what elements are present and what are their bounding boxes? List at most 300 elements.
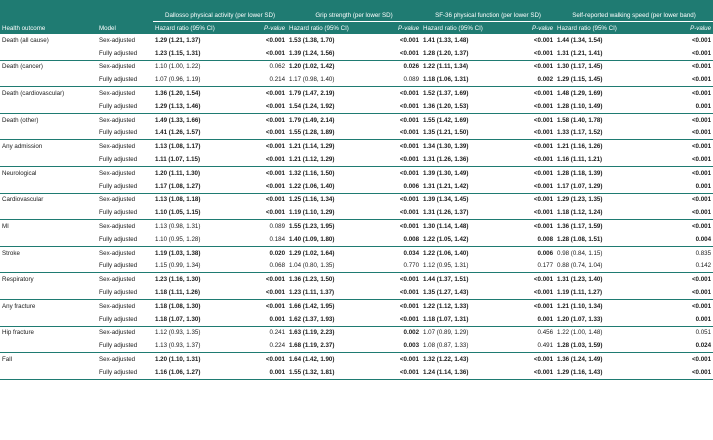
hazard-ratio-cell: 1.10 (0.95, 1.28) <box>153 233 257 246</box>
health-outcome-cell <box>0 100 97 113</box>
table-row <box>0 233 713 246</box>
table-row <box>0 366 713 379</box>
hazard-ratio-cell: 1.21 (1.14, 1.29) <box>289 143 335 151</box>
p-value-cell: 0.034 <box>403 249 420 257</box>
hazard-ratio-cell: 1.21 (1.16, 1.26) <box>557 143 603 151</box>
hazard-ratio-cell: 1.18 (1.06, 1.31) <box>421 73 525 86</box>
group-header-walking-speed: Self-reported walking speed (per lower band) <box>555 0 713 22</box>
hazard-ratio-cell: 1.41 (1.26, 1.57) <box>153 127 257 140</box>
model-cell: Sex-adjusted <box>99 36 136 44</box>
hazard-ratio-cell: 1.29 (1.15, 1.45) <box>555 73 681 86</box>
table-row <box>0 87 713 100</box>
table-row <box>0 246 713 259</box>
hazard-ratio-cell: 1.28 (1.08, 1.51) <box>555 233 681 246</box>
p-value-cell: 0.020 <box>269 249 286 257</box>
hr-header: Hazard ratio (95% CI) <box>555 22 681 35</box>
p-value-cell: <0.001 <box>691 63 712 71</box>
hazard-ratio-cell: 1.79 (1.47, 2.19) <box>289 90 335 98</box>
p-value-cell: 0.142 <box>681 260 713 273</box>
hazard-ratio-cell: 1.12 (0.95, 1.31) <box>421 260 525 273</box>
group-header-physical-activity: Dallosso physical activity (per lower SD) <box>153 0 287 22</box>
p-value-cell: 0.089 <box>391 73 421 86</box>
p-value-cell: <0.001 <box>265 90 286 98</box>
hazard-ratio-cell: 1.29 (1.02, 1.64) <box>289 249 335 257</box>
health-outcome-cell: Death (other) <box>2 116 39 124</box>
hazard-ratio-cell: 1.23 (1.11, 1.37) <box>287 286 391 299</box>
table-row <box>0 193 713 206</box>
hazard-ratio-cell: 1.36 (1.20, 1.53) <box>421 100 525 113</box>
health-outcome-cell: Death (cardiovascular) <box>2 90 65 98</box>
table-row <box>0 339 713 352</box>
hazard-ratio-cell: 1.36 (1.23, 1.50) <box>289 276 335 284</box>
table-row <box>0 220 713 233</box>
hazard-ratio-cell: 1.16 (1.06, 1.27) <box>153 366 257 379</box>
model-cell: Sex-adjusted <box>99 276 136 284</box>
hazard-ratio-cell: 1.21 (1.12, 1.29) <box>287 153 391 166</box>
hazard-ratio-cell: 1.20 (1.11, 1.30) <box>155 169 201 177</box>
table-row <box>0 73 713 86</box>
hazard-ratio-cell: 1.79 (1.49, 2.14) <box>289 116 335 124</box>
hazard-ratio-cell: 1.29 (1.16, 1.43) <box>555 366 681 379</box>
hazard-ratio-cell: 1.04 (0.80, 1.35) <box>287 260 391 273</box>
p-value-cell: <0.001 <box>391 313 421 326</box>
model-cell: Sex-adjusted <box>99 329 136 337</box>
p-value-cell: <0.001 <box>265 276 286 284</box>
hazard-ratio-cell: 1.17 (1.08, 1.27) <box>153 180 257 193</box>
hazard-ratio-cell: 1.39 (1.34, 1.45) <box>423 196 469 204</box>
hazard-ratio-cell: 1.19 (1.11, 1.27) <box>555 286 681 299</box>
p-value-cell: <0.001 <box>257 206 287 219</box>
p-value-cell: 0.001 <box>257 366 287 379</box>
health-outcome-cell: MI <box>2 223 9 231</box>
hazard-ratio-cell: 1.22 (1.12, 1.33) <box>423 302 469 310</box>
hazard-ratio-cell: 0.98 (0.84, 1.15) <box>557 249 603 257</box>
hazard-ratio-cell: 1.13 (1.08, 1.17) <box>155 143 201 151</box>
p-value-cell: <0.001 <box>691 276 712 284</box>
p-value-cell: <0.001 <box>391 286 421 299</box>
hazard-ratio-cell: 1.54 (1.24, 1.92) <box>287 100 391 113</box>
p-value-cell: <0.001 <box>399 302 420 310</box>
hazard-ratio-cell: 1.41 (1.33, 1.48) <box>423 36 469 44</box>
p-value-cell: 0.008 <box>525 233 555 246</box>
p-value-cell: <0.001 <box>265 143 286 151</box>
p-value-cell: 0.241 <box>269 329 286 337</box>
hazard-ratio-cell: 1.32 (1.16, 1.50) <box>289 169 335 177</box>
p-value-cell: <0.001 <box>691 90 712 98</box>
p-value-cell: <0.001 <box>533 196 554 204</box>
hazard-ratio-cell: 1.44 (1.37, 1.51) <box>423 276 469 284</box>
hazard-ratio-cell: 1.07 (0.96, 1.19) <box>153 73 257 86</box>
hazard-ratio-cell: 1.22 (1.06, 1.40) <box>423 249 469 257</box>
table-row <box>0 286 713 299</box>
p-value-cell: <0.001 <box>525 127 555 140</box>
p-value-cell: <0.001 <box>533 63 554 71</box>
hazard-ratio-cell: 1.12 (0.93, 1.35) <box>155 329 201 337</box>
p-value-cell: <0.001 <box>399 169 420 177</box>
table-row <box>0 60 713 73</box>
p-value-cell: <0.001 <box>525 100 555 113</box>
model-cell: Sex-adjusted <box>99 196 136 204</box>
p-value-cell: 0.024 <box>681 339 713 352</box>
health-outcome-cell: Death (all cause) <box>2 36 49 44</box>
p-value-cell: 0.089 <box>269 223 286 231</box>
p-value-cell: <0.001 <box>399 116 420 124</box>
model-cell: Fully adjusted <box>97 100 153 113</box>
hazard-ratio-cell: 1.18 (1.07, 1.31) <box>421 313 525 326</box>
hazard-ratio-cell: 1.20 (1.10, 1.31) <box>155 356 201 364</box>
hazard-ratio-cell: 1.18 (1.07, 1.30) <box>153 313 257 326</box>
p-value-cell: <0.001 <box>691 116 712 124</box>
hazard-ratio-cell: 1.19 (1.10, 1.29) <box>287 206 391 219</box>
hazard-ratio-cell: 1.29 (1.23, 1.35) <box>557 196 603 204</box>
table-row <box>0 100 713 113</box>
hazard-ratio-cell: 1.29 (1.21, 1.37) <box>155 36 201 44</box>
health-outcome-cell: Any admission <box>2 143 43 151</box>
table-row <box>0 326 713 339</box>
model-cell: Fully adjusted <box>97 206 153 219</box>
p-value-cell: <0.001 <box>533 302 554 310</box>
health-outcome-cell <box>0 233 97 246</box>
health-outcome-cell <box>0 153 97 166</box>
hazard-ratio-cell: 1.13 (0.93, 1.37) <box>153 339 257 352</box>
p-value-cell: <0.001 <box>691 169 712 177</box>
health-outcome-cell: Death (cancer) <box>2 63 43 71</box>
table-row <box>0 313 713 326</box>
model-cell: Fully adjusted <box>97 127 153 140</box>
hazard-ratio-cell: 1.66 (1.42, 1.95) <box>289 302 335 310</box>
table-row <box>0 180 713 193</box>
p-value-cell: <0.001 <box>525 366 555 379</box>
p-value-cell: 0.002 <box>403 329 420 337</box>
hazard-ratio-cell: 1.68 (1.19, 2.37) <box>287 339 391 352</box>
hazard-ratio-cell: 1.31 (1.26, 1.36) <box>421 153 525 166</box>
model-cell: Fully adjusted <box>97 286 153 299</box>
health-outcome-cell: Any fracture <box>2 302 36 310</box>
hazard-ratio-cell: 1.25 (1.16, 1.34) <box>289 196 335 204</box>
p-value-cell: 0.003 <box>391 339 421 352</box>
health-outcome-cell <box>0 260 97 273</box>
table-row <box>0 260 713 273</box>
p-value-cell: <0.001 <box>265 356 286 364</box>
p-value-cell: 0.051 <box>695 329 712 337</box>
hazard-ratio-cell: 1.49 (1.33, 1.66) <box>155 116 201 124</box>
model-cell: Fully adjusted <box>97 233 153 246</box>
model-cell: Sex-adjusted <box>99 90 136 98</box>
table-row <box>0 153 713 166</box>
p-value-cell: 0.002 <box>525 73 555 86</box>
p-value-cell: 0.835 <box>695 249 712 257</box>
hazard-ratio-cell: 1.40 (1.09, 1.80) <box>287 233 391 246</box>
p-value-cell: <0.001 <box>257 127 287 140</box>
p-value-cell: <0.001 <box>533 90 554 98</box>
p-value-cell: <0.001 <box>399 223 420 231</box>
health-outcome-cell <box>0 339 97 352</box>
p-value-cell: <0.001 <box>391 366 421 379</box>
hazard-ratio-cell: 1.28 (1.20, 1.37) <box>421 47 525 60</box>
p-value-cell: <0.001 <box>257 286 287 299</box>
p-value-cell: <0.001 <box>399 196 420 204</box>
health-outcome-cell <box>0 47 97 60</box>
hazard-ratio-cell: 1.48 (1.29, 1.69) <box>557 90 603 98</box>
health-outcome-cell <box>0 73 97 86</box>
hazard-ratio-cell: 1.36 (1.17, 1.59) <box>557 223 603 231</box>
p-value-cell: <0.001 <box>691 143 712 151</box>
model-cell: Fully adjusted <box>97 73 153 86</box>
hazard-ratio-cell: 1.55 (1.42, 1.69) <box>423 116 469 124</box>
hazard-ratio-cell: 1.63 (1.19, 2.23) <box>289 329 335 337</box>
hazard-ratio-cell: 1.64 (1.42, 1.90) <box>289 356 335 364</box>
model-cell: Fully adjusted <box>97 47 153 60</box>
hazard-ratio-cell: 1.17 (1.07, 1.29) <box>555 180 681 193</box>
group-header-sf36: SF-36 physical function (per lower SD) <box>421 0 555 22</box>
p-value-cell: <0.001 <box>391 100 421 113</box>
health-outcome-cell <box>0 286 97 299</box>
hazard-ratio-cell: 1.23 (1.15, 1.31) <box>153 47 257 60</box>
hazard-ratio-cell: 1.36 (1.24, 1.49) <box>557 356 603 364</box>
hazard-ratio-cell: 1.62 (1.37, 1.93) <box>287 313 391 326</box>
hazard-ratio-cell: 1.15 (0.99, 1.34) <box>153 260 257 273</box>
table-row <box>0 299 713 312</box>
health-outcome-cell <box>0 127 97 140</box>
p-value-cell: 0.004 <box>681 233 713 246</box>
p-value-cell: 0.491 <box>525 339 555 352</box>
hazard-ratio-cell: 1.24 (1.14, 1.36) <box>421 366 525 379</box>
p-value-cell: <0.001 <box>681 286 713 299</box>
hazard-ratio-cell: 1.18 (1.11, 1.26) <box>153 286 257 299</box>
hazard-ratio-cell: 1.53 (1.38, 1.70) <box>289 36 335 44</box>
model-cell: Fully adjusted <box>97 153 153 166</box>
p-value-cell: <0.001 <box>533 276 554 284</box>
hazard-ratio-cell: 1.58 (1.40, 1.78) <box>557 116 603 124</box>
health-outcome-cell: Cardiovascular <box>2 196 44 204</box>
hazard-ratio-cell: 0.88 (0.74, 1.04) <box>555 260 681 273</box>
hazard-ratio-cell: 1.55 (1.32, 1.81) <box>287 366 391 379</box>
table-row <box>0 206 713 219</box>
p-value-cell: <0.001 <box>525 47 555 60</box>
p-value-cell: 0.224 <box>257 339 287 352</box>
p-value-cell: 0.001 <box>681 313 713 326</box>
p-value-cell: <0.001 <box>691 36 712 44</box>
p-value-cell: 0.062 <box>269 63 286 71</box>
table-row <box>0 353 713 366</box>
table-row <box>0 127 713 140</box>
hr-header: Hazard ratio (95% CI) <box>287 22 391 35</box>
model-cell: Fully adjusted <box>97 313 153 326</box>
hazard-ratio-cell: 1.21 (1.10, 1.34) <box>557 302 603 310</box>
p-value-cell: <0.001 <box>391 47 421 60</box>
hazard-ratio-cell: 1.22 (1.06, 1.40) <box>287 180 391 193</box>
p-value-cell: <0.001 <box>681 366 713 379</box>
table-row <box>0 34 713 47</box>
p-value-cell: <0.001 <box>265 36 286 44</box>
p-value-cell: <0.001 <box>533 169 554 177</box>
p-header: P-value <box>391 22 421 35</box>
p-value-cell: 0.001 <box>257 313 287 326</box>
hazard-ratio-cell: 1.35 (1.27, 1.43) <box>421 286 525 299</box>
p-value-cell: <0.001 <box>681 73 713 86</box>
model-cell: Fully adjusted <box>97 260 153 273</box>
health-outcome-cell: Hip fracture <box>2 329 34 337</box>
p-value-cell: <0.001 <box>533 143 554 151</box>
p-value-cell: <0.001 <box>399 90 420 98</box>
hazard-ratio-cell: 1.20 (1.02, 1.42) <box>289 63 335 71</box>
p-header: P-value <box>681 22 713 35</box>
model-cell: Sex-adjusted <box>99 169 136 177</box>
hazard-ratio-cell: 1.29 (1.13, 1.46) <box>153 100 257 113</box>
p-value-cell: <0.001 <box>691 223 712 231</box>
p-value-cell: <0.001 <box>391 127 421 140</box>
table-row <box>0 113 713 126</box>
hazard-ratio-cell: 1.33 (1.17, 1.52) <box>555 127 681 140</box>
p-value-cell: 0.006 <box>537 249 554 257</box>
health-outcome-cell: Respiratory <box>2 276 34 284</box>
hazard-ratio-cell: 1.07 (0.89, 1.29) <box>423 329 469 337</box>
p-value-cell: <0.001 <box>399 276 420 284</box>
p-value-cell: <0.001 <box>681 127 713 140</box>
model-cell: Sex-adjusted <box>99 356 136 364</box>
p-value-cell: <0.001 <box>257 100 287 113</box>
p-value-cell: <0.001 <box>525 206 555 219</box>
hazard-ratio-cell: 1.32 (1.22, 1.43) <box>423 356 469 364</box>
hazard-ratio-cell: 1.31 (1.26, 1.37) <box>421 206 525 219</box>
hazard-ratio-cell: 1.39 (1.24, 1.56) <box>287 47 391 60</box>
model-cell: Sex-adjusted <box>99 223 136 231</box>
model-cell: Sex-adjusted <box>99 63 136 71</box>
p-value-cell: <0.001 <box>265 196 286 204</box>
hazard-ratio-cell: 1.19 (1.03, 1.38) <box>155 249 201 257</box>
hazard-ratio-cell: 1.34 (1.30, 1.39) <box>423 143 469 151</box>
p-header: P-value <box>257 22 287 35</box>
model-cell: Sex-adjusted <box>99 302 136 310</box>
health-outcome-cell <box>0 366 97 379</box>
hazard-ratio-cell: 1.55 (1.28, 1.89) <box>287 127 391 140</box>
p-value-cell: <0.001 <box>691 302 712 310</box>
hazard-ratio-cell: 1.20 (1.07, 1.33) <box>555 313 681 326</box>
p-value-cell: <0.001 <box>391 206 421 219</box>
hazard-ratio-cell: 1.10 (1.00, 1.22) <box>155 63 201 71</box>
health-outcome-header: Health outcome <box>0 0 97 34</box>
p-value-cell: <0.001 <box>533 36 554 44</box>
hazard-ratio-cell: 1.31 (1.21, 1.41) <box>555 47 681 60</box>
p-value-cell: 0.770 <box>391 260 421 273</box>
p-value-cell: <0.001 <box>391 153 421 166</box>
p-value-cell: <0.001 <box>681 153 713 166</box>
hazard-ratio-cell: 1.28 (1.18, 1.39) <box>557 169 603 177</box>
table-row <box>0 47 713 60</box>
model-cell: Sex-adjusted <box>99 249 136 257</box>
health-outcome-cell <box>0 206 97 219</box>
p-value-cell: <0.001 <box>533 116 554 124</box>
health-outcome-cell <box>0 313 97 326</box>
model-cell: Sex-adjusted <box>99 116 136 124</box>
hr-header: Hazard ratio (95% CI) <box>421 22 525 35</box>
hazard-ratio-cell: 1.44 (1.34, 1.54) <box>557 36 603 44</box>
p-value-cell: <0.001 <box>399 36 420 44</box>
p-value-cell: <0.001 <box>681 206 713 219</box>
p-value-cell: <0.001 <box>257 47 287 60</box>
health-outcome-cell: Neurological <box>2 169 37 177</box>
health-outcome-cell: Stroke <box>2 249 20 257</box>
hazard-ratio-cell: 1.52 (1.37, 1.69) <box>423 90 469 98</box>
hazard-ratio-cell: 1.23 (1.16, 1.30) <box>155 276 201 284</box>
p-value-cell: <0.001 <box>525 180 555 193</box>
hazard-ratio-cell: 1.31 (1.23, 1.40) <box>557 276 603 284</box>
p-value-cell: <0.001 <box>257 153 287 166</box>
p-value-cell: <0.001 <box>257 180 287 193</box>
hr-header: Hazard ratio (95% CI) <box>153 22 257 35</box>
p-header: P-value <box>525 22 555 35</box>
p-value-cell: 0.001 <box>681 100 713 113</box>
p-value-cell: 0.456 <box>537 329 554 337</box>
hazard-ratio-cell: 1.22 (1.11, 1.34) <box>423 63 469 71</box>
table-row <box>0 140 713 153</box>
p-value-cell: <0.001 <box>265 302 286 310</box>
table-body <box>0 34 713 379</box>
p-value-cell: <0.001 <box>399 143 420 151</box>
hazard-ratio-cell: 1.36 (1.20, 1.54) <box>155 90 201 98</box>
p-value-cell: <0.001 <box>525 153 555 166</box>
hazard-ratio-cell: 1.18 (1.12, 1.24) <box>555 206 681 219</box>
p-value-cell: 0.001 <box>681 180 713 193</box>
table-row <box>0 273 713 286</box>
model-cell: Fully adjusted <box>97 180 153 193</box>
hazard-ratio-cell: 1.39 (1.30, 1.49) <box>423 169 469 177</box>
p-value-cell: <0.001 <box>399 356 420 364</box>
hazard-ratio-cell: 1.10 (1.05, 1.15) <box>153 206 257 219</box>
p-value-cell: 0.184 <box>257 233 287 246</box>
p-value-cell: 0.177 <box>525 260 555 273</box>
header-row-groups <box>0 0 713 22</box>
hazard-ratio-cell: 1.17 (0.98, 1.40) <box>287 73 391 86</box>
hazard-ratio-cell: 1.31 (1.21, 1.42) <box>421 180 525 193</box>
model-cell: Fully adjusted <box>97 366 153 379</box>
p-value-cell: 0.068 <box>257 260 287 273</box>
p-value-cell: <0.001 <box>681 47 713 60</box>
p-value-cell: 0.006 <box>391 180 421 193</box>
hazard-ratio-cell: 1.30 (1.14, 1.48) <box>423 223 469 231</box>
hazard-ratio-cell: 1.18 (1.08, 1.30) <box>155 302 201 310</box>
p-value-cell: <0.001 <box>525 286 555 299</box>
p-value-cell: 0.026 <box>403 63 420 71</box>
model-cell: Sex-adjusted <box>99 143 136 151</box>
health-outcome-cell <box>0 180 97 193</box>
hazard-ratio-cell: 1.22 (1.00, 1.48) <box>557 329 603 337</box>
hazard-ratio-cell: 1.22 (1.05, 1.42) <box>421 233 525 246</box>
p-value-cell: 0.001 <box>525 313 555 326</box>
health-outcome-cell: Fall <box>2 356 12 364</box>
hazard-ratio-cell: 1.13 (0.98, 1.31) <box>155 223 201 231</box>
p-value-cell: 0.008 <box>391 233 421 246</box>
hazard-ratio-cell: 1.35 (1.21, 1.50) <box>421 127 525 140</box>
model-header: Model <box>97 0 153 34</box>
p-value-cell: <0.001 <box>265 169 286 177</box>
group-header-grip-strength: Grip strength (per lower SD) <box>287 0 421 22</box>
hazard-ratio-cell: 1.13 (1.08, 1.18) <box>155 196 201 204</box>
hazard-ratio-cell: 1.30 (1.17, 1.45) <box>557 63 603 71</box>
table-row <box>0 166 713 179</box>
hazard-ratio-cell: 1.28 (1.03, 1.59) <box>555 339 681 352</box>
p-value-cell: <0.001 <box>691 356 712 364</box>
p-value-cell: 0.214 <box>257 73 287 86</box>
hazard-ratio-cell: 1.55 (1.23, 1.95) <box>289 223 335 231</box>
hazard-ratio-cell: 1.08 (0.87, 1.33) <box>421 339 525 352</box>
p-value-cell: <0.001 <box>691 196 712 204</box>
hazard-ratio-cell: 1.11 (1.07, 1.15) <box>153 153 257 166</box>
hazard-ratio-cell: 1.16 (1.11, 1.21) <box>555 153 681 166</box>
hazard-ratio-cell: 1.28 (1.10, 1.49) <box>555 100 681 113</box>
p-value-cell: <0.001 <box>533 223 554 231</box>
model-cell: Fully adjusted <box>97 339 153 352</box>
